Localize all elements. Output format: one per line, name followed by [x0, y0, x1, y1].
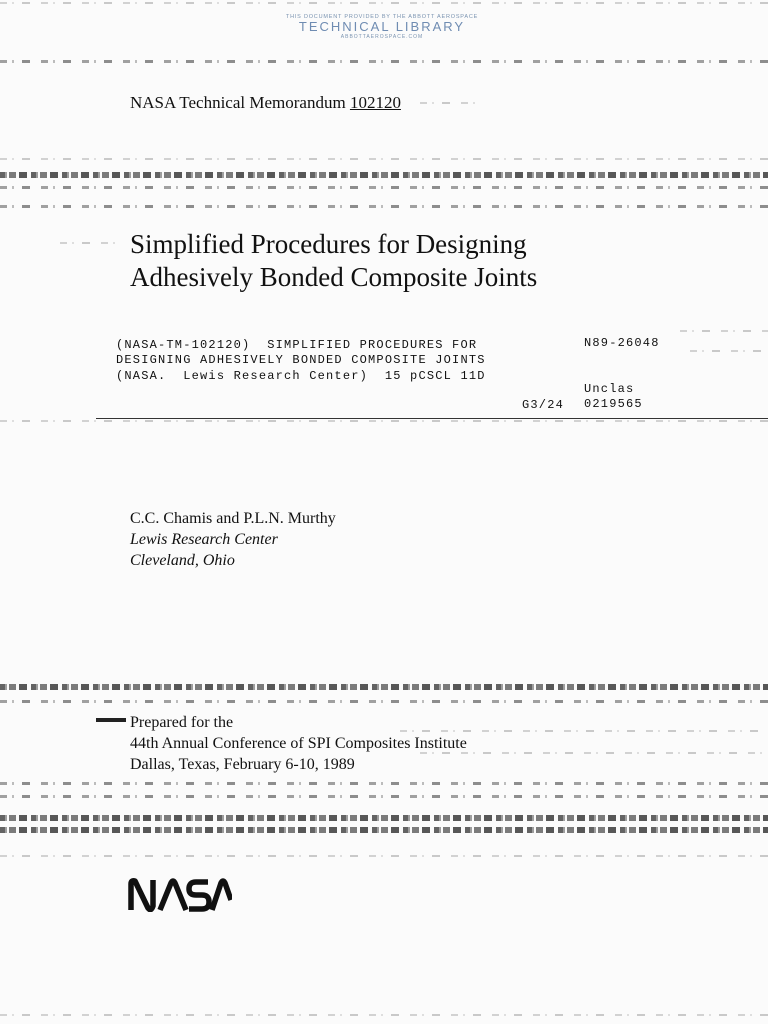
- nasa-worm-logo-icon: [128, 878, 232, 917]
- scan-noise: [420, 102, 480, 104]
- catalog-line-2: DESIGNING ADHESIVELY BONDED COMPOSITE JOINTS: [116, 353, 486, 367]
- prepared-line-2: 44th Annual Conference of SPI Composites Institute: [130, 735, 467, 752]
- scan-noise-top: [0, 2, 768, 4]
- catalog-divider: [96, 418, 768, 419]
- scan-noise: [0, 172, 768, 178]
- stamp-title: TECHNICAL LIBRARY: [298, 19, 466, 34]
- stamp-url: ABBOTTAEROSPACE.COM: [340, 34, 424, 40]
- author-block: [130, 508, 336, 571]
- scan-noise: [690, 350, 768, 352]
- classification: Unclas: [584, 382, 635, 396]
- library-stamp: [282, 14, 482, 40]
- document-title: [130, 228, 650, 294]
- scan-noise: [0, 827, 768, 833]
- stamp-provided-by: THIS DOCUMENT PROVIDED BY THE ABBOTT AEROSPACE: [285, 14, 479, 20]
- nasa-worm-svg: [128, 878, 232, 912]
- catalog-line-3: (NASA. Lewis Research Center) 15 pCSCL 11D: [116, 369, 486, 383]
- catalog-line-1: (NASA-TM-102120) SIMPLIFIED PROCEDURES FOR: [116, 338, 478, 352]
- author-affiliation: Lewis Research Center: [130, 531, 278, 548]
- scan-noise-bottom: [0, 1014, 768, 1016]
- title-line-2: Adhesively Bonded Composite Joints: [130, 262, 538, 292]
- prepared-for-block: [130, 712, 467, 775]
- title-line-1: Simplified Procedures for Designing: [130, 229, 527, 259]
- scan-noise: [680, 330, 768, 332]
- scan-noise: [0, 60, 768, 63]
- scan-mark: [96, 718, 126, 722]
- scan-noise: [0, 186, 768, 189]
- author-names: C.C. Chamis and P.L.N. Murthy: [130, 510, 336, 527]
- memo-number-value: 102120: [349, 93, 401, 112]
- author-location: Cleveland, Ohio: [130, 552, 235, 569]
- scan-noise: [0, 684, 768, 690]
- accession-number: N89-26048: [584, 336, 660, 350]
- scan-noise: [420, 752, 768, 754]
- scan-noise: [0, 815, 768, 821]
- memo-number: [130, 93, 401, 113]
- scan-noise: [0, 855, 768, 857]
- scan-noise: [0, 795, 768, 798]
- subject-group: G3/24: [522, 398, 565, 412]
- scan-noise: [0, 700, 768, 703]
- scan-noise: [60, 242, 120, 244]
- scan-noise: [0, 205, 768, 208]
- document-number: 0219565: [584, 397, 643, 411]
- scan-noise: [0, 158, 768, 160]
- prepared-line-1: Prepared for the: [130, 714, 234, 731]
- scan-noise: [0, 420, 768, 422]
- scan-noise: [0, 782, 768, 785]
- memo-label: NASA Technical Memorandum: [130, 93, 346, 112]
- prepared-line-3: Dallas, Texas, February 6-10, 1989: [130, 756, 355, 773]
